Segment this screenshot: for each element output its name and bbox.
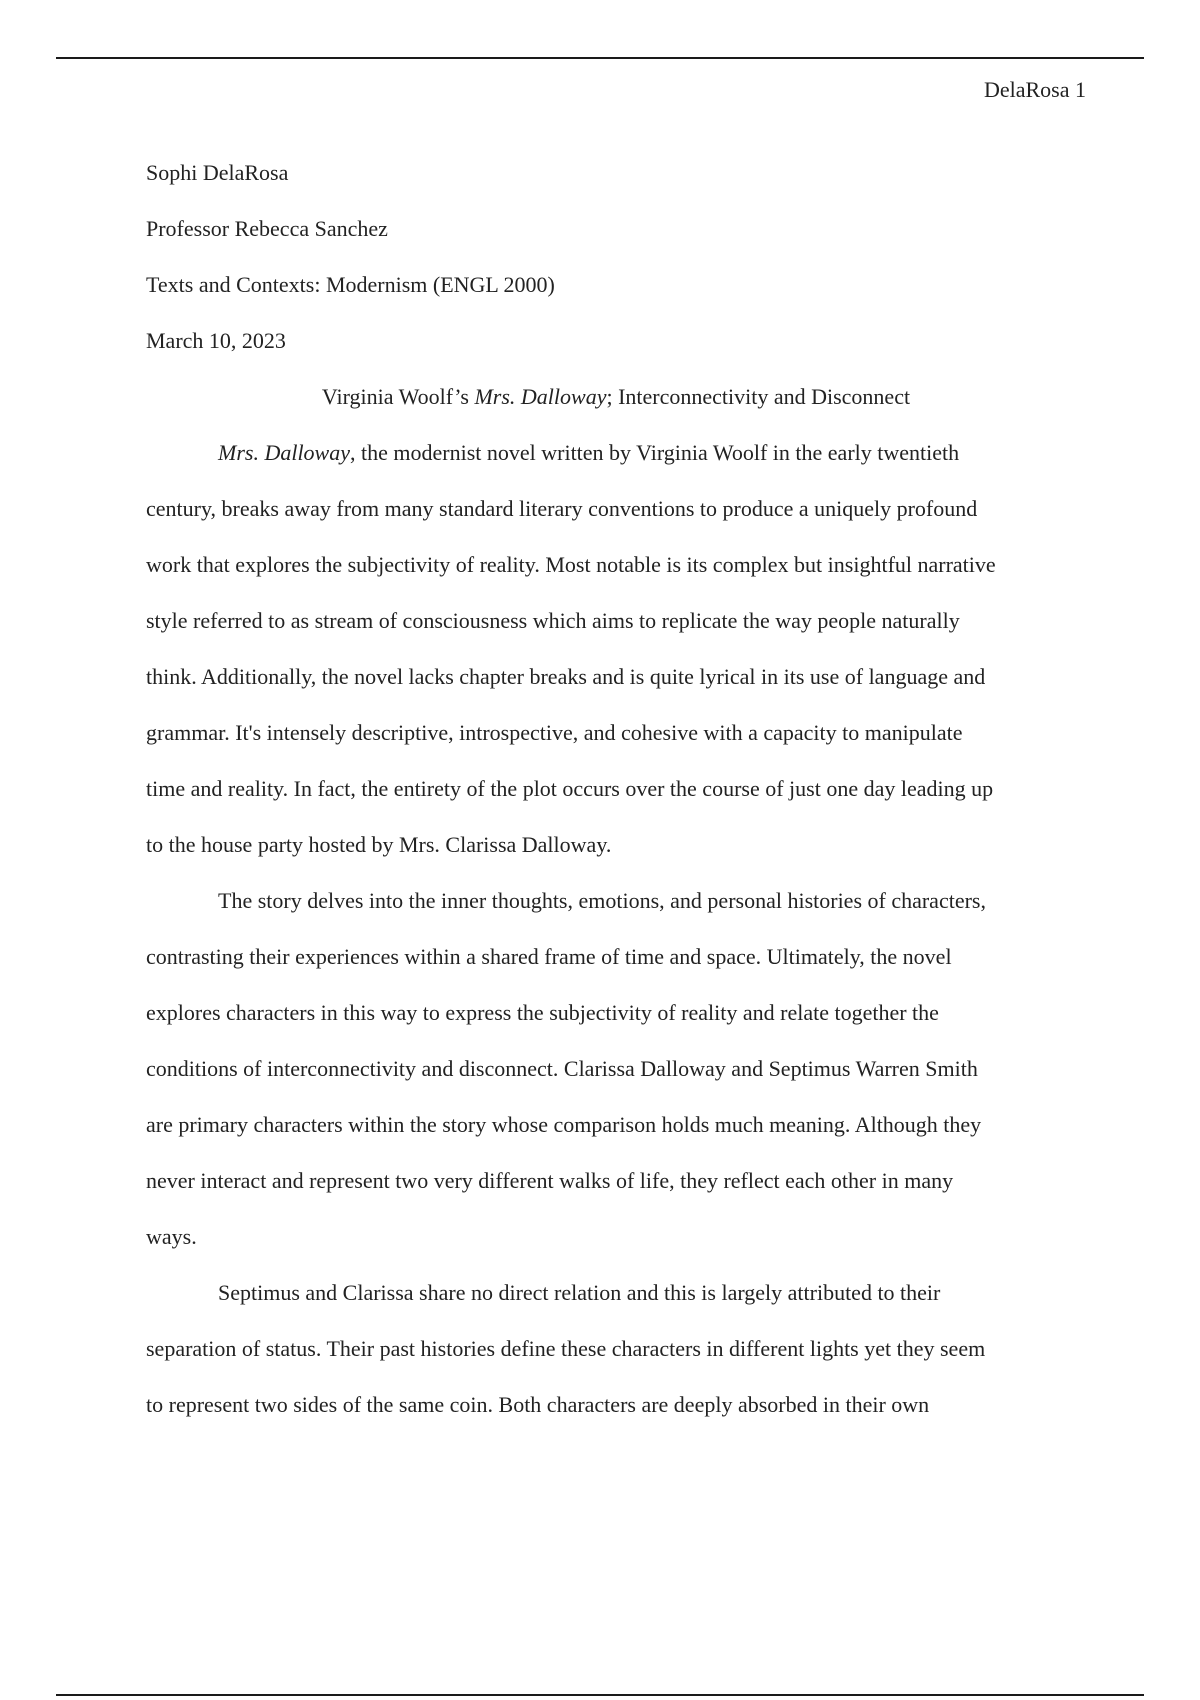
paragraph-line: Mrs. Dalloway, the modernist novel written by Virginia Woolf in the early twentieth [218,440,960,465]
instructor-name: Professor Rebecca Sanchez [146,216,388,241]
essay-title [146,369,1086,425]
title-suffix: ; Interconnectivity and Disconnect [606,384,911,409]
paragraph-line: time and reality. In fact, the entirety of the plot occurs over the course of just one day leading up [146,776,994,801]
top-rule [56,57,1144,59]
paragraph-1 [146,425,1086,873]
title-prefix: Virginia Woolf’s [321,384,475,409]
paragraph-line: conditions of interconnectivity and disconnect. Clarissa Dalloway and Septimus Warren Smith [146,1056,978,1081]
paragraph-line: explores characters in this way to express the subjectivity of reality and relate together the [146,1000,939,1025]
bottom-rule [56,1694,1144,1696]
paragraph-line: ways. [146,1224,197,1249]
paragraph-line: grammar. It's intensely descriptive, introspective, and cohesive with a capacity to manipulate [146,720,963,745]
paragraph-2 [146,873,1086,1265]
author-name: Sophi DelaRosa [146,160,289,185]
paragraph-line: style referred to as stream of consciousness which aims to replicate the way people naturally [146,608,960,633]
document-body [146,145,1086,1433]
paragraph-line: to represent two sides of the same coin. Both characters are deeply absorbed in their own [146,1392,930,1417]
course-name: Texts and Contexts: Modernism (ENGL 2000) [146,272,555,297]
paragraph-line: Septimus and Clarissa share no direct relation and this is largely attributed to their [218,1280,941,1305]
title-italic: Mrs. Dalloway [474,384,607,409]
paragraph-line: The story delves into the inner thoughts, emotions, and personal histories of characters, [218,888,986,913]
paragraph-line: work that explores the subjectivity of reality. Most notable is its complex but insightful narrative [146,552,996,577]
paragraph-line: think. Additionally, the novel lacks chapter breaks and is quite lyrical in its use of language and [146,664,986,689]
paragraph-line: to the house party hosted by Mrs. Clarissa Dalloway. [146,832,612,857]
paragraph-line: are primary characters within the story whose comparison holds much meaning. Although they [146,1112,982,1137]
submission-date: March 10, 2023 [146,328,286,353]
paragraph-line: contrasting their experiences within a shared frame of time and space. Ultimately, the novel [146,944,952,969]
paragraph-line: separation of status. Their past histories define these characters in different lights yet they seem [146,1336,986,1361]
paragraph-line: century, breaks away from many standard literary conventions to produce a uniquely profound [146,496,978,521]
running-head: DelaRosa 1 [983,77,1086,102]
paragraph-line: never interact and represent two very different walks of life, they reflect each other in many [146,1168,954,1193]
paragraph-1-lead-italic: Mrs. Dalloway [218,440,350,465]
paragraph-3 [146,1265,1086,1433]
